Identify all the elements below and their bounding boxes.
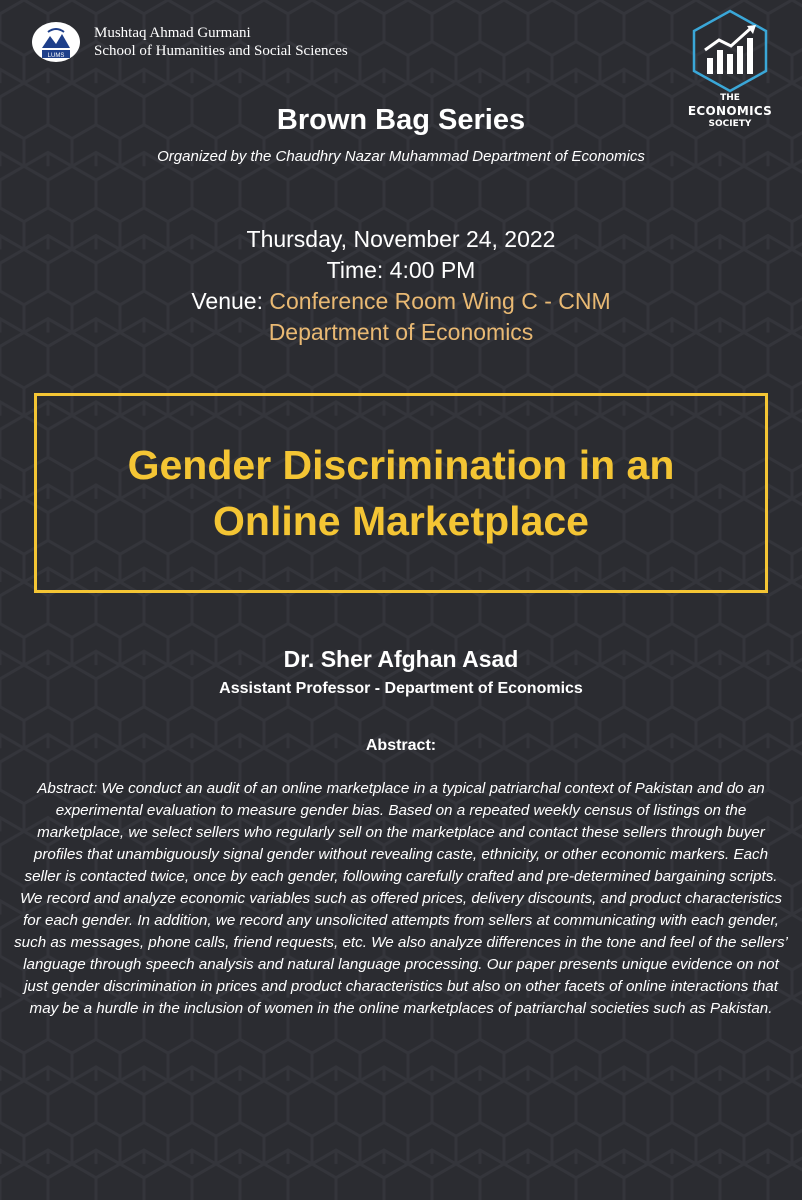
speaker-role: Assistant Professor - Department of Economics bbox=[219, 680, 583, 697]
lums-logo-icon bbox=[30, 20, 82, 64]
bar-chart-hexagon-icon bbox=[689, 8, 771, 94]
speaker-name: Dr. Sher Afghan Asad bbox=[283, 646, 519, 672]
abstract-heading: Abstract: bbox=[365, 737, 437, 754]
event-venue bbox=[0, 286, 802, 317]
series-title: Brown Bag Series bbox=[276, 104, 526, 136]
society-line-3: SOCIETY bbox=[708, 119, 752, 129]
event-details bbox=[0, 224, 802, 348]
institution-header bbox=[30, 20, 348, 64]
venue-label: Venue: bbox=[191, 288, 270, 314]
abstract-body: Abstract: We conduct an audit of an online marketplace in a typical patriarchal context of Pakistan and do an experimental evaluation to measure gender bias. Based on a repeated weekly census of listings on the marketplace, we select sellers who regularly sell on the marketplace and contact these sellers through buyer profiles that unambiguously signal gender without revealing caste, ethnicity, or other economic markers. Each seller is contacted twice, once by each gender, following carefully crafted and pre-determined bargaining scripts. We record and analyze economic variables such as offered prices, delivery discounts, and product characteristics for each gender. In addition, we record any unsolicited attempts from sellers at communicating with each gender, such as messages, phone calls, friend requests, etc. We also analyze differences in the tone and feel of the sellers’ language through speech analysis and natural language processing. Our paper presents unique evidence on not just gender discrimination in prices and product characteristics but also on other facets of online interactions that may be a hurdle in the inclusion of women in the online marketplaces of patriarchal societies such as Pakistan. bbox=[14, 780, 788, 1017]
talk-title-box bbox=[34, 393, 768, 593]
event-time: Time: 4:00 PM bbox=[326, 257, 476, 283]
organizer-line: Organized by the Chaudhry Nazar Muhammad Department of Economics bbox=[157, 148, 645, 165]
talk-title bbox=[61, 437, 741, 549]
event-date: Thursday, November 24, 2022 bbox=[246, 226, 556, 252]
talk-title-line-2: Online Marketplace bbox=[213, 498, 589, 544]
institution-name bbox=[94, 24, 348, 60]
institution-line-2: School of Humanities and Social Sciences bbox=[94, 43, 348, 59]
society-line-2: ECONOMICS bbox=[687, 104, 773, 118]
lums-logo-text: LUMS bbox=[47, 53, 65, 59]
society-line-1: THE bbox=[720, 93, 740, 103]
venue-line-1: Conference Room Wing C - CNM bbox=[269, 288, 611, 314]
venue-line-2: Department of Economics bbox=[268, 319, 534, 345]
institution-line-1: Mushtaq Ahmad Gurmani bbox=[94, 25, 251, 41]
talk-title-line-1: Gender Discrimination in an bbox=[127, 442, 675, 488]
